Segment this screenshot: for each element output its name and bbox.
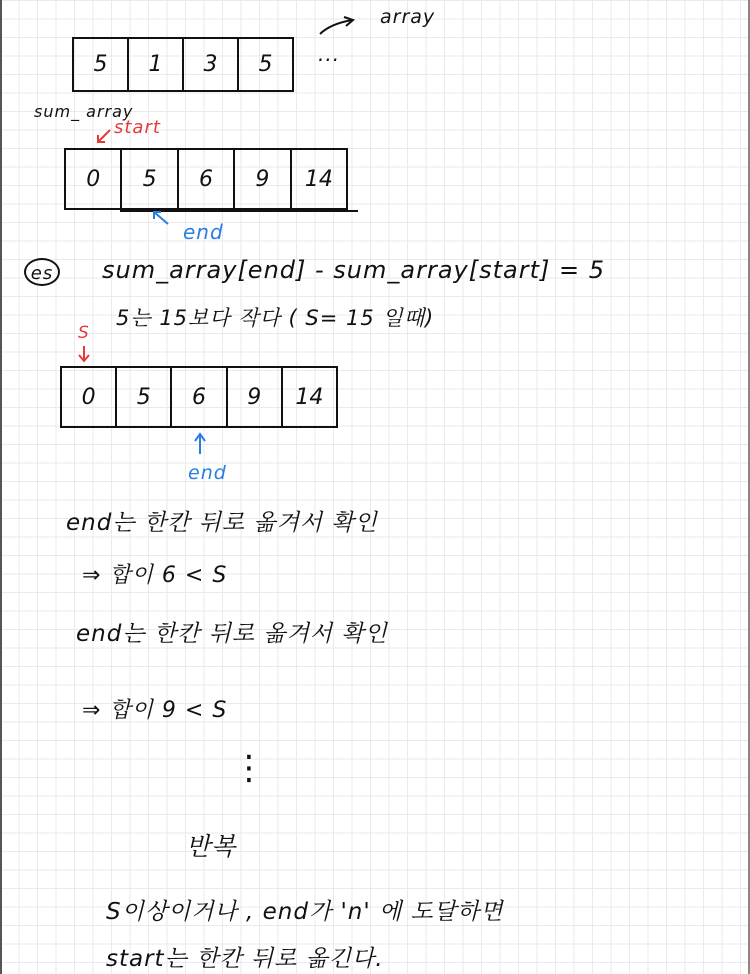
sum-array-cell: 0 [62,368,117,426]
sum-array-cell: 5 [122,150,178,208]
end-arrow-icon [150,208,172,228]
step-line: ⇒ 합이 6 < S [82,563,228,588]
array-cell: 3 [184,39,239,90]
array-label: array [380,6,436,28]
array-cell: 1 [129,39,184,90]
sum-array-label: sum_ array [34,102,134,121]
step-line: ⇒ 합이 9 < S [82,698,228,723]
end-label: end [183,220,224,244]
curved-arrow-icon [318,14,360,38]
conclusion-line: start는 한칸 뒤로 옮긴다. [106,946,384,972]
step-line: end는 한칸 뒤로 옮겨서 확인 [76,621,388,647]
end-up-arrow-icon [192,432,208,456]
sum-array-boxes [64,148,348,210]
sum-array-cell: 6 [172,368,227,426]
vertical-dots: ⋮ [232,748,267,788]
sum-array-cell: 14 [295,384,324,410]
sum-array-cell: 6 [179,150,235,208]
step-line: end는 한칸 뒤로 옮겨서 확인 [66,510,378,536]
repeat-label: 반복 [186,832,237,861]
example-marker: es [24,258,60,286]
sum-array-boxes-2 [60,366,338,428]
array-ellipsis: ... [318,42,341,66]
s-arrow-icon [76,345,92,363]
formula-note: 5는 15보다 작다 ( S= 15 일때) [116,306,435,330]
conclusion-line: S이상이거나 , end가 'n' 에 도달하면 [106,899,504,925]
page-left-edge [0,0,2,974]
s-label: S [78,323,90,343]
sum-array-cell: 9 [228,368,283,426]
start-label: start [114,117,161,138]
array-cell: 5 [258,52,273,77]
sum-array-cell: 14 [304,166,333,192]
array-boxes [72,37,294,92]
sum-array-cell: 0 [66,150,122,208]
array-cell: 5 [74,39,129,90]
end-label-2: end [188,462,227,484]
sum-array-cell: 9 [235,150,291,208]
formula-text: sum_array[end] - sum_array[start] = 5 [102,256,606,284]
start-arrow-icon [94,128,114,146]
sum-array-cell: 5 [117,368,172,426]
